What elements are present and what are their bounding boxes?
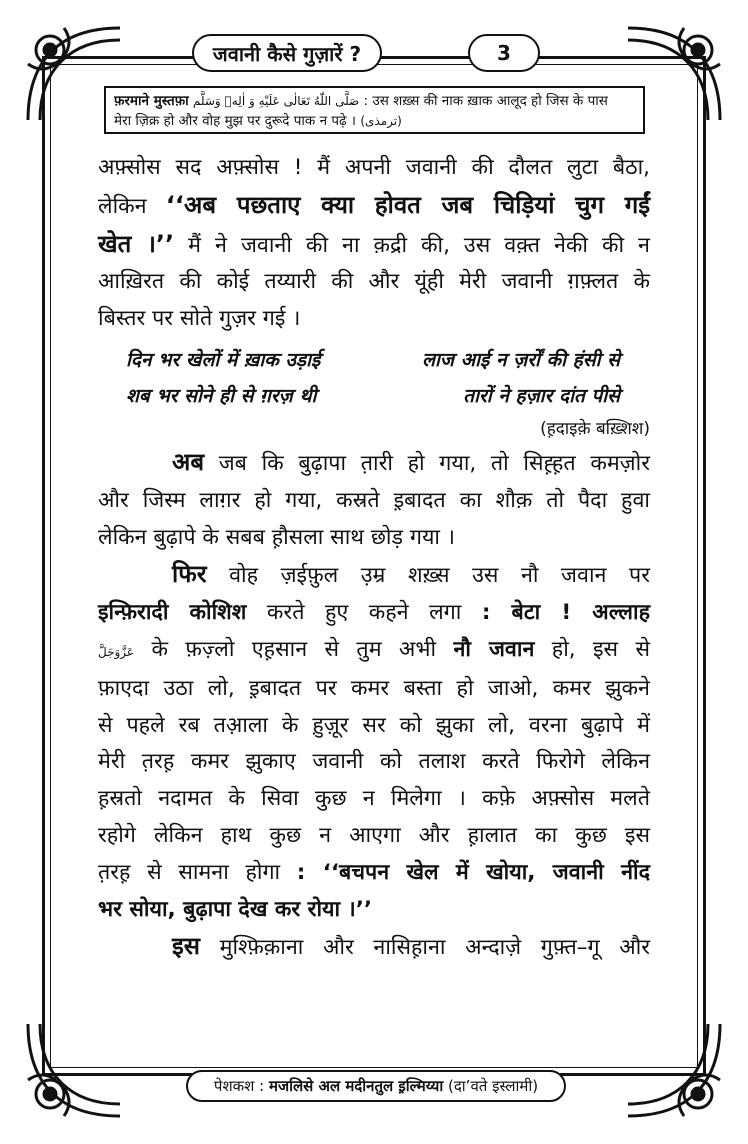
text-line bbox=[98, 595, 650, 632]
notice-reference: (ترمذی) bbox=[360, 114, 402, 128]
text-span: रहोगे लेकिन हाथ कुछ न आएगा और ह़ालात का कुछ इस bbox=[98, 822, 650, 848]
text-line bbox=[98, 483, 650, 520]
text-line bbox=[98, 855, 650, 892]
text-span: त़रह़ से सामना होगा bbox=[98, 859, 297, 885]
text-span: अफ़्सोस सद अफ़्सोस ! मैं अपनी जवानी की दौलत लुटा बैठा, bbox=[98, 155, 650, 180]
text-bold: : बेटा ! अल्लाह bbox=[481, 600, 650, 626]
main-text bbox=[98, 150, 650, 967]
text-span: लेकिन बुढ़ापे के सबब ह़ौसला साथ छोड़ गया । bbox=[98, 524, 455, 550]
text-span: और जिस्म लाग़र हो गया, कस्रते इ़बादत का शौक़ तो पैदा हुवा bbox=[98, 487, 650, 513]
source-text: (ह़दाइके़ बख़्शिश) bbox=[540, 418, 650, 439]
text-line bbox=[98, 264, 650, 301]
text-span: हो, इस से bbox=[534, 636, 650, 662]
poetry-couplet bbox=[98, 378, 650, 414]
salutation-arabic: صَلَّى اللّٰهُ تَعَالٰى عَلَيْهِ وَ اٰلِهٖ وَسَلَّم bbox=[192, 94, 360, 108]
text-line bbox=[98, 226, 650, 265]
verse-left: दिन भर खेलों में ख़ाक उड़ाई bbox=[126, 348, 321, 371]
text-line bbox=[98, 671, 650, 708]
text-line bbox=[98, 556, 650, 595]
text-line bbox=[98, 892, 650, 929]
page-number-text: 3 bbox=[497, 41, 511, 65]
text-span: ह़स्रतो नदामत के सिवा कुछ न मिलेगा । कफ़े अफ़्सोस मलते bbox=[98, 786, 650, 812]
text-span: वोह ज़ईफ़ुल उ़म्र शख़्स उस नौ जवान पर bbox=[206, 563, 650, 589]
quote-bold: ‘‘अब पछताए क्या होवत जब चिड़ियां चुग गईं bbox=[165, 190, 650, 219]
notice-line-2 bbox=[114, 111, 635, 131]
text-span: के फ़ज़्लो एह़सान से तुम अभी bbox=[134, 636, 454, 662]
verse-right: लाज आई न ज़र्रों की हंसी से bbox=[422, 348, 620, 371]
verse-left: शब भर सोने ही से ग़रज़ थी bbox=[126, 384, 317, 407]
page-number bbox=[468, 34, 540, 72]
text-span: मैं ने जवानी की ना क़द्री की, उस वक़्त नेकी की न bbox=[174, 232, 650, 258]
text-span: मेरी त़रह़ कमर झुकाए जवानी को तलाश करते फिरोगे लेकिन bbox=[98, 749, 650, 775]
poetry-couplet bbox=[98, 342, 650, 378]
hadith-notice-box bbox=[104, 86, 645, 134]
text-span: करते हुए कहने लगा bbox=[246, 600, 482, 626]
footer-suffix: (दा’वते इस्लामी) bbox=[447, 1077, 539, 1095]
text-span: फ़ाएदा उठा लो, इ़बादत पर कमर बस्ता हो जाओ, कमर झुकने bbox=[98, 675, 650, 701]
paragraph-lead: फिर bbox=[172, 560, 207, 589]
arabic-honorific: عَزَّوَجَلَّ bbox=[98, 644, 135, 659]
text-line bbox=[98, 150, 650, 187]
text-line bbox=[98, 818, 650, 855]
notice-text-2: मेरा ज़िक्र हो और वोह मुझ पर दुरूदे पाक न पढ़े । bbox=[114, 113, 357, 129]
publisher-footer bbox=[186, 1070, 566, 1102]
text-line bbox=[98, 444, 650, 483]
text-span: बिस्तर पर सोते गुज़र गई । bbox=[98, 306, 301, 332]
book-title-text: जवानी कैसे गुज़ारें ? bbox=[212, 41, 362, 66]
text-line bbox=[98, 187, 650, 226]
text-span: मुश्फ़िक़ाना और नासिह़ाना अन्दाज़े गुफ़्त–गू और bbox=[200, 935, 650, 961]
notice-line-1 bbox=[114, 91, 635, 111]
text-line bbox=[98, 928, 650, 967]
text-line bbox=[98, 708, 650, 745]
quote-bold: भर सोया, बुढ़ापा देख कर रोया ।’’ bbox=[98, 896, 373, 922]
poetry-source bbox=[98, 414, 650, 444]
verse-right: तारों ने हज़ार दांत पीसे bbox=[463, 384, 620, 407]
text-bold: नौ जवान bbox=[453, 636, 535, 662]
text-bold: इन्फ़िरादी कोशिश bbox=[98, 600, 247, 626]
text-span: से पहले रब तआ़ला के ह़ुज़ूर सर को झुका लो, वरना बुढ़ापे में bbox=[98, 712, 650, 738]
text-span: जब कि बुढ़ापा त़ारी हो गया, तो सिह़्ह़त कमज़ोर bbox=[204, 450, 650, 476]
notice-text-1: : उस शख़्स की नाक ख़ाक आलूद हो जिस के पास bbox=[363, 93, 608, 109]
text-line bbox=[98, 301, 650, 338]
corner-ornament-bottom-left bbox=[20, 1016, 128, 1124]
quote-bold: : ‘‘बचपन खेल में खोया, जवानी नींद bbox=[296, 859, 650, 885]
footer-publisher: मजलिसे अल मदीनतुल इ़ल्मिय्या bbox=[268, 1077, 444, 1095]
paragraph-lead: इस bbox=[172, 932, 201, 961]
paragraph-lead: अब bbox=[172, 447, 205, 476]
book-title bbox=[192, 34, 382, 72]
text-line bbox=[98, 781, 650, 818]
text-line bbox=[98, 744, 650, 781]
text-line bbox=[98, 632, 650, 671]
corner-ornament-bottom-right bbox=[620, 1016, 728, 1124]
notice-label: फ़रमाने मुस्तफ़ा bbox=[114, 93, 189, 109]
text-span: लेकिन bbox=[98, 193, 166, 219]
text-line bbox=[98, 520, 650, 557]
quote-bold: खेत ।’’ bbox=[98, 229, 175, 258]
text-span: आख़िरत की कोई तय्यारी की और यूंही मेरी जवानी ग़फ़्लत के bbox=[98, 269, 650, 295]
footer-label: पेशकश : bbox=[213, 1077, 265, 1095]
